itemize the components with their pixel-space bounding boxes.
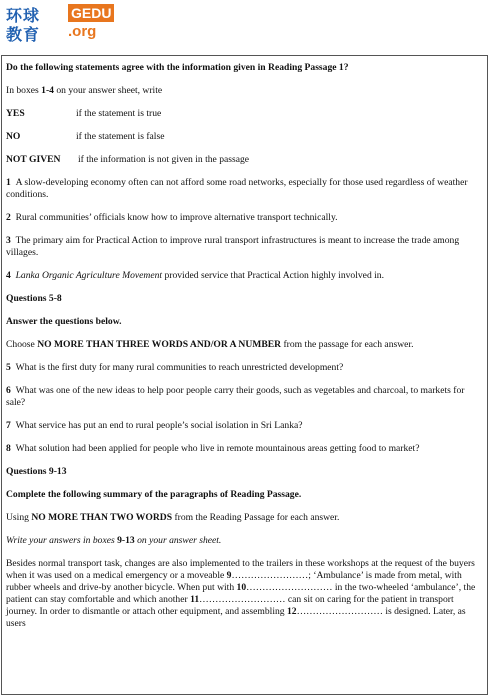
q9-13-heading: Questions 9-13: [6, 466, 67, 477]
question-5: 5 What is the first duty for many rural communities to reach unrestricted development?: [6, 362, 344, 373]
q5-8-heading: Questions 5-8: [6, 293, 62, 304]
q9-13-subheading: Complete the following summary of the paragraphs of Reading Passage.: [6, 489, 302, 500]
summary-paragraph: Besides normal transport task, changes are also implemented to the trailers in these workshops at the request of the buyers when it was used on a medical emergency or a moveable 9……………………; ‘Ambulance’ is made from metal, with rubber wheels and drive-by another bicycle. When put with 10……………………… in the two-wheeled ‘ambulance’, the patient can stay comfortable and which another 11……………………… can sit on caring for the patient in transport journey. In order to dismantle or attach other equipment, and assembling 12……………………… is designed. Later, as users: [6, 558, 476, 629]
option-no: NO if the statement is false: [6, 131, 165, 142]
logo-cn-line2: 教育: [6, 25, 41, 44]
question-4: 4 Lanka Organic Agriculture Movement provided service that Practical Action highly involved in.: [6, 270, 384, 281]
question-1: 1 A slow-developing economy often can not afford some road networks, especially for those used regardless of weather conditions.: [6, 177, 468, 200]
logo-cn-line1: 环球: [6, 6, 41, 25]
question-2: 2 Rural communities’ officials know how to improve alternative transport technically.: [6, 212, 338, 223]
logo-en-line2: .org: [68, 23, 97, 40]
q5-8-subheading: Answer the questions below.: [6, 316, 122, 327]
option-yes: YES if the statement is true: [6, 108, 162, 119]
q9-13-write-instruction: Write your answers in boxes 9-13 on your answer sheet.: [6, 535, 222, 546]
gedu-logo: [6, 3, 136, 45]
logo-en-line1: GEDU: [68, 4, 114, 22]
question-8: 8 What solution had been applied for people who live in remote mountainous areas getting food to market?: [6, 443, 420, 454]
q1-4-instruction: In boxes 1-4 on your answer sheet, write: [6, 85, 163, 96]
q5-8-instruction: Choose NO MORE THAN THREE WORDS AND/OR A NUMBER from the passage for each answer.: [6, 339, 414, 350]
question-3: 3 The primary aim for Practical Action to improve rural transport infrastructures is meant to increase the trade among villages.: [6, 235, 460, 258]
document-content: [6, 60, 484, 630]
question-7: 7 What service has put an end to rural people’s social isolation in Sri Lanka?: [6, 420, 303, 431]
option-not-given: NOT GIVEN if the information is not given in the passage: [6, 154, 250, 165]
question-6: 6 What was one of the new ideas to help poor people carry their goods, such as vegetables and charcoal, to markets for sale?: [6, 385, 465, 408]
q9-13-instruction: Using NO MORE THAN TWO WORDS from the Reading Passage for each answer.: [6, 512, 340, 523]
q1-4-heading: Do the following statements agree with the information given in Reading Passage 1?: [6, 62, 349, 73]
